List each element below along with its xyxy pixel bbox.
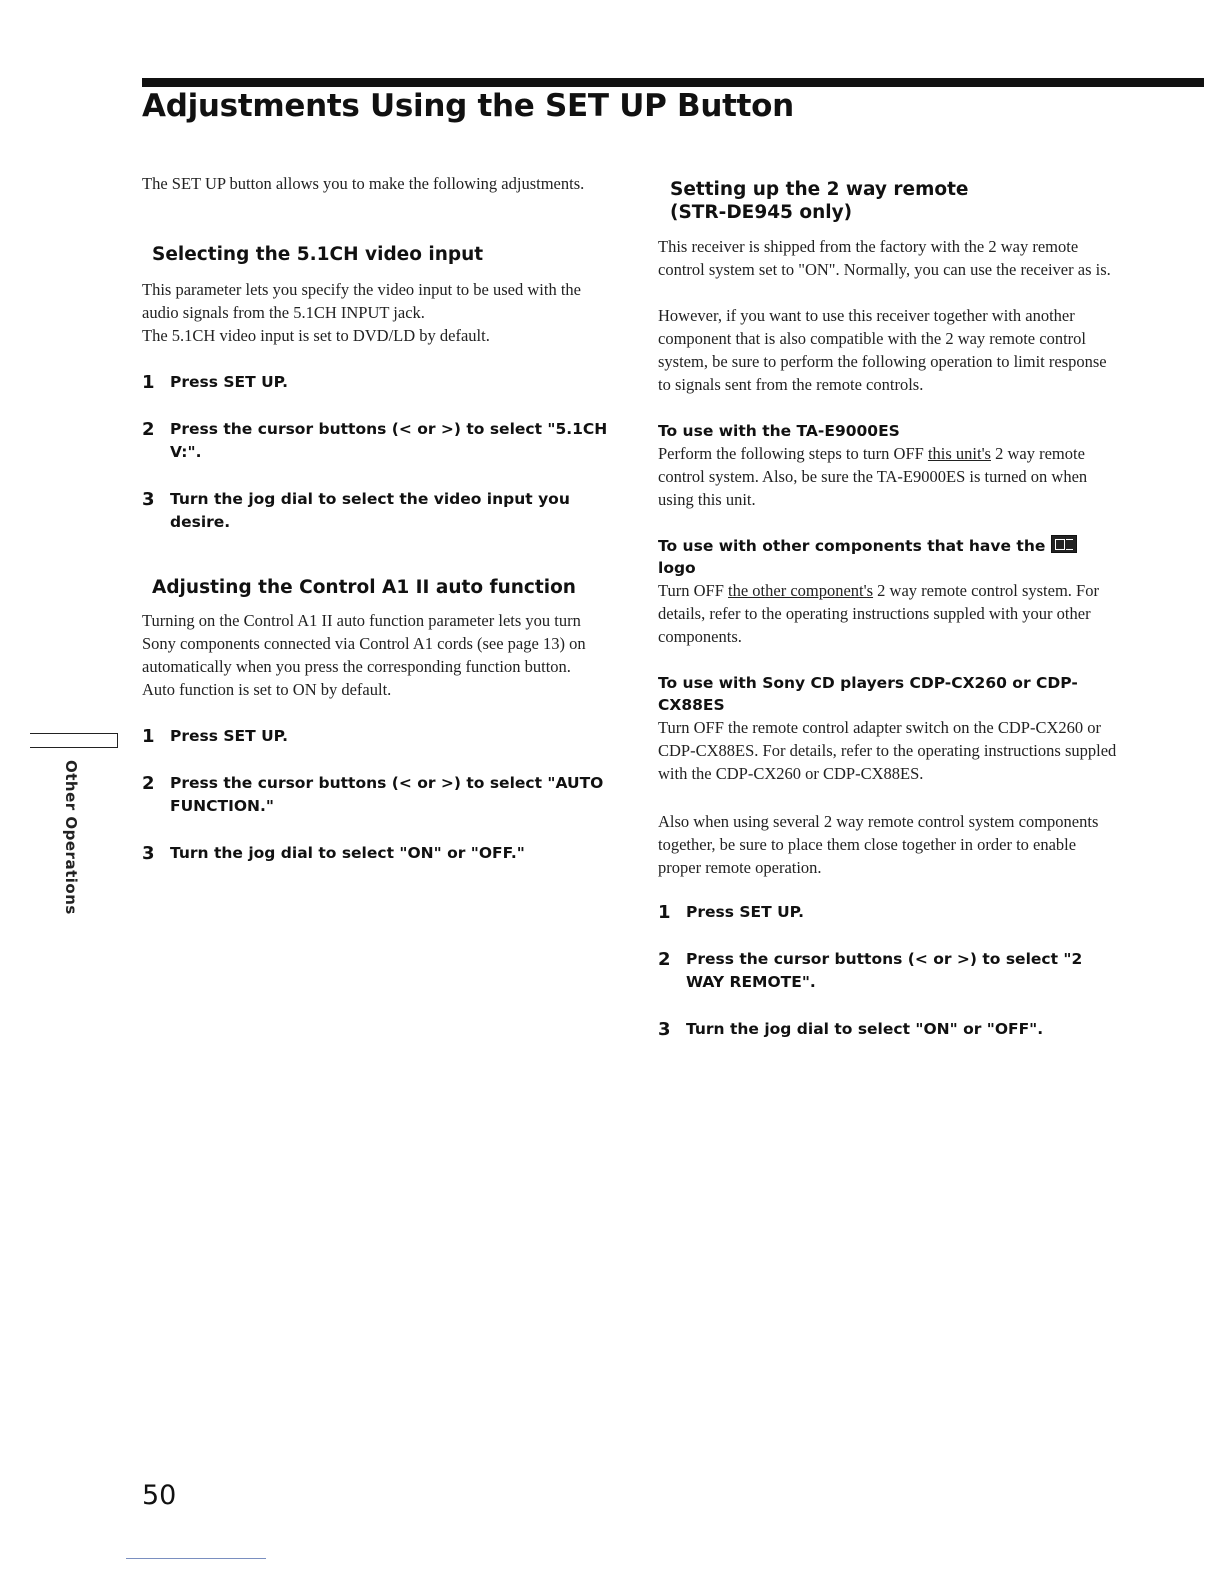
step	[142, 371, 612, 394]
section-5-1ch-paragraph: This parameter lets you specify the video input to be used with the audio signals from the 5.1CH INPUT jack.	[142, 280, 581, 322]
step	[658, 901, 1123, 924]
step-text: Press the cursor buttons (< or >) to select "AUTO FUNCTION."	[170, 774, 604, 815]
section-auto-function-paragraph: Turning on the Control A1 II auto function parameter lets you turn Sony components connected via Control A1 cords (see page 13) on automatically when you press the corresponding function button.	[142, 611, 586, 676]
cd-players-paragraph: Turn OFF the remote control adapter switch on the CDP-CX260 or CDP-CX88ES. For details, refer to the operating instructions suppled with the CDP-CX260 or CDP-CX88ES.	[658, 718, 1117, 783]
text-fragment: Perform the following steps to turn OFF	[658, 444, 928, 463]
text-fragment: 2 way remote control system. Also, be sure the TA-E9000ES is turned on when using this unit.	[658, 444, 1088, 509]
section-heading-2-way-remote-note: (STR-DE945 only)	[670, 202, 853, 223]
sub-heading-other-components	[658, 535, 1123, 579]
step	[658, 948, 1123, 994]
step-text: Press the cursor buttons (< or >) to select "2 WAY REMOTE".	[686, 950, 1083, 991]
step-text: Turn the jog dial to select the video input you desire.	[170, 490, 570, 531]
step-text: Press SET UP.	[686, 903, 805, 921]
step	[142, 488, 612, 534]
sub-heading-cd-players: To use with Sony CD players CDP-CX260 or CDP-CX88ES	[658, 674, 1078, 714]
step-number: 1	[658, 902, 671, 923]
section-5-1ch-default: The 5.1CH video input is set to DVD/LD by default.	[142, 326, 490, 345]
heading-text-end: logo	[658, 559, 696, 577]
step-number: 3	[658, 1019, 671, 1040]
section-heading-auto-function: Adjusting the Control A1 II auto function	[152, 577, 576, 598]
other-components-paragraph	[658, 579, 1123, 648]
sub-heading-ta-e9000es: To use with the TA-E9000ES	[658, 422, 900, 440]
step	[142, 725, 612, 748]
step-number: 1	[142, 372, 155, 393]
section-heading-2-way-remote: Setting up the 2 way remote	[670, 179, 969, 200]
section-heading-5-1ch: Selecting the 5.1CH video input	[152, 244, 484, 265]
title-rule	[142, 78, 1204, 87]
step-number: 3	[142, 489, 155, 510]
step-text: Turn the jog dial to select "ON" or "OFF."	[170, 844, 525, 862]
right-column	[658, 178, 1123, 1041]
intro-paragraph: The SET UP button allows you to make the following adjustments.	[142, 174, 585, 193]
section-auto-function-default: Auto function is set to ON by default.	[142, 680, 392, 699]
side-tab-tick	[117, 733, 118, 747]
step-text: Turn the jog dial to select "ON" or "OFF".	[686, 1020, 1044, 1038]
step-number: 3	[142, 843, 155, 864]
bottom-rule	[126, 1558, 266, 1559]
step	[142, 772, 612, 818]
step-text: Press SET UP.	[170, 373, 289, 391]
remote-paragraph-3: Also when using several 2 way remote control system components together, be sure to place them close together in order to enable proper remote operation.	[658, 812, 1099, 877]
step-number: 2	[142, 773, 155, 794]
heading-text: To use with other components that have the	[658, 537, 1046, 555]
step-text: Press the cursor buttons (< or >) to select "5.1CH V:".	[170, 420, 608, 461]
step-number: 2	[658, 949, 671, 970]
page-title: Adjustments Using the SET UP Button	[142, 88, 794, 124]
step-number: 2	[142, 419, 155, 440]
remote-paragraph-2: However, if you want to use this receiver together with another component that is also compatible with the 2 way remote control system, be sure to perform the following operation to limit response to signals sent from the remote controls.	[658, 306, 1107, 394]
step	[142, 842, 612, 865]
step-number: 1	[142, 726, 155, 747]
two-way-remote-logo-icon	[1051, 535, 1077, 553]
text-fragment: 2 way remote control system. For details, refer to the operating instructions suppled with your other components.	[658, 581, 1099, 646]
remote-paragraph-1: This receiver is shipped from the factory with the 2 way remote control system set to "ON". Normally, you can use the receiver as is.	[658, 237, 1111, 279]
step	[142, 418, 612, 464]
underlined-text: this unit's	[927, 444, 991, 463]
side-tab-rule	[30, 733, 118, 734]
underlined-text: the other component's	[728, 581, 874, 600]
side-tab-rule	[30, 747, 118, 748]
ta-e9000es-paragraph	[658, 442, 1123, 511]
left-column	[142, 172, 612, 865]
page-number: 50	[142, 1480, 177, 1511]
side-tab-label: Other Operations	[62, 760, 80, 915]
text-fragment: Turn OFF	[658, 581, 729, 600]
step-text: Press SET UP.	[170, 727, 289, 745]
step	[658, 1018, 1123, 1041]
